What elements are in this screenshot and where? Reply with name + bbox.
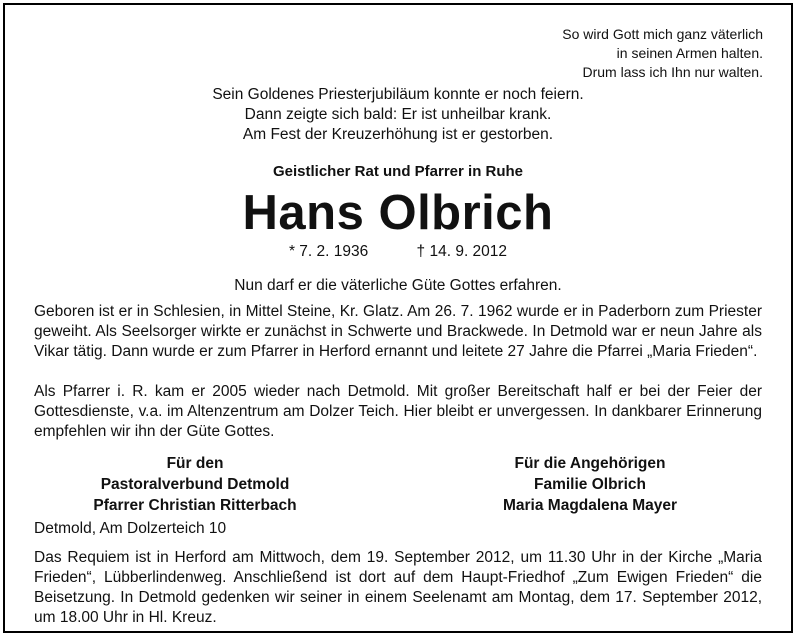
deceased-title: Geistlicher Rat und Pfarrer in Ruhe <box>272 163 524 180</box>
verse-line: Am Fest der Kreuzerhöhung ist er gestorben. <box>242 126 554 143</box>
requiem-paragraph: Das Requiem ist in Herford am Mittwoch, dem 19. September 2012, um 11.30 Uhr in der Kirche „Maria Frieden“, Lübberlindenweg. Anschließend ist dort auf dem Haupt-Friedhof „Zum Ewigen Frieden“ die Beisetzung. In Detmold gedenken wir seiner in einem Seelenamt am Montag, dem 17. September 2012, um 18.00 Uhr in Hl. Kreuz. <box>34 549 762 626</box>
signature-family <box>440 453 740 516</box>
death-date: † 14. 9. 2012 <box>416 243 508 260</box>
signature-line: Für die Angehörigen <box>514 455 666 472</box>
signature-line: Pfarrer Christian Ritterbach <box>93 497 297 514</box>
verse-line: Dann zeigte sich bald: Er ist unheilbar krank. <box>244 106 552 123</box>
verse-line: Sein Goldenes Priesterjubiläum konnte er noch feiern. <box>212 86 584 103</box>
signature-line: Maria Magdalena Mayer <box>502 497 677 514</box>
verse-line: So wird Gott mich ganz väterlich <box>562 26 763 42</box>
verse-centered <box>5 85 791 145</box>
signature-line: Pastoralverbund Detmold <box>100 476 290 493</box>
address: Detmold, Am Dolzerteich 10 <box>34 520 227 537</box>
verse-line: Drum lass ich Ihn nur walten. <box>582 64 763 80</box>
deceased-name: Hans Olbrich <box>242 186 554 240</box>
birth-date: * 7. 2. 1936 <box>288 243 369 260</box>
signature-line: Familie Olbrich <box>534 476 646 493</box>
signature-line: Für den <box>166 455 224 472</box>
life-dates <box>5 243 791 261</box>
verse-line: in seinen Armen halten. <box>616 45 763 61</box>
biography-paragraph: Geboren ist er in Schlesien, in Mittel Steine, Kr. Glatz. Am 26. 7. 1962 wurde er in Paderborn zum Priester geweiht. Als Seelsorger wirkte er zunächst in Schwerte und Brackwede. In Detmold war er neun Jahre als Vikar tätig. Dann wurde er zum Pfarrer in Herford ernannt und leitete 27 Jahre die Pfarrei „Maria Frieden“. <box>34 303 762 360</box>
obituary-notice <box>3 3 793 633</box>
intro-line: Nun darf er die väterliche Güte Gottes erfahren. <box>234 277 562 294</box>
signature-parish <box>45 453 345 516</box>
verse-top-right <box>562 25 763 82</box>
retirement-paragraph: Als Pfarrer i. R. kam er 2005 wieder nach Detmold. Mit großer Bereitschaft half er bei der Feier der Gottesdienste, v.a. im Altenzentrum am Dolzer Teich. Hier bleibt er unvergessen. In dankbarer Erinnerung empfehlen wir ihn der Güte Gottes. <box>34 383 762 440</box>
